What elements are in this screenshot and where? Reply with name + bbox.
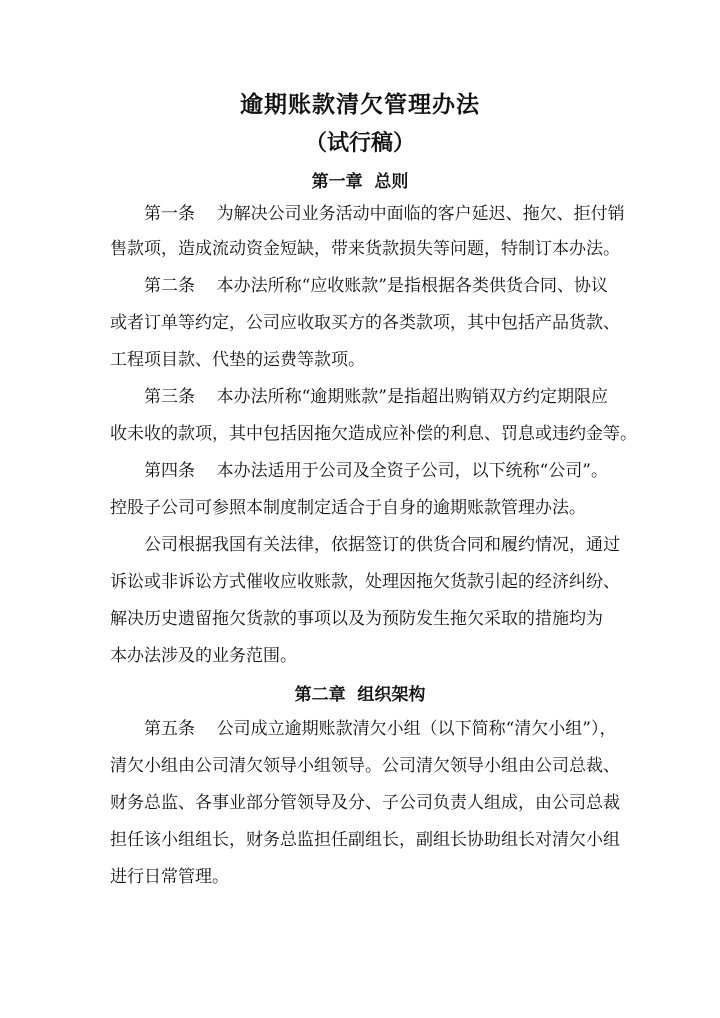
- chapter-heading: 第二章 组织架构: [294, 685, 426, 705]
- paragraph-line: 第五条 公司成立逾期账款清欠小组（以下简称“清欠小组”），: [144, 719, 617, 739]
- paragraph-line: 第一条 为解决公司业务活动中面临的客户延迟、拖欠、拒付销: [144, 204, 625, 224]
- paragraph-line: 财务总监、各事业部分管领导及分、子公司负责人组成，由公司总裁: [110, 793, 620, 813]
- chapter-heading: 第一章 总则: [311, 172, 409, 192]
- paragraph-line: 售款项，造成流动资金短缺，带来货款损失等问题，特制订本办法。: [110, 239, 620, 259]
- paragraph-line: 进行日常管理。: [110, 867, 229, 887]
- paragraph-line: 第二条 本办法所称“应收账款”是指根据各类供货合同、协议: [144, 276, 608, 296]
- paragraph-line: 工程项目款、代垫的运费等款项。: [110, 350, 365, 370]
- paragraph-line: 担任该小组组长，财务总监担任副组长，副组长协助组长对清欠小组: [110, 830, 620, 850]
- paragraph-line: 清欠小组由公司清欠领导小组领导。公司清欠领导小组由公司总裁、: [110, 756, 620, 776]
- paragraph-line: 控股子公司可参照本制度制定适合于自身的逾期账款管理办法。: [110, 498, 586, 518]
- paragraph-line: 诉讼或非诉讼方式催收应收账款，处理因拖欠货款引起的经济纠纷、: [110, 572, 620, 592]
- paragraph-line: 第四条 本办法适用于公司及全资子公司，以下统称“公司”。: [144, 461, 608, 481]
- paragraph-line: 公司根据我国有关法律，依据签订的供货合同和履约情况，通过: [144, 535, 620, 555]
- paragraph-line: 第三条 本办法所称“逾期账款”是指超出购销双方约定期限应: [144, 387, 608, 407]
- paragraph-line: 本办法涉及的业务范围。: [110, 646, 297, 666]
- document-subtitle: （试行稿）: [304, 130, 415, 156]
- paragraph-line: 收未收的款项，其中包括因拖欠造成应补偿的利息、罚息或违约金等。: [110, 424, 637, 444]
- paragraph-line: 解决历史遗留拖欠货款的事项以及为预防发生拖欠采取的措施均为: [110, 609, 603, 629]
- document-title: 逾期账款清欠管理办法: [240, 91, 480, 118]
- paragraph-line: 或者订单等约定，公司应收取买方的各类款项，其中包括产品货款、: [110, 313, 620, 333]
